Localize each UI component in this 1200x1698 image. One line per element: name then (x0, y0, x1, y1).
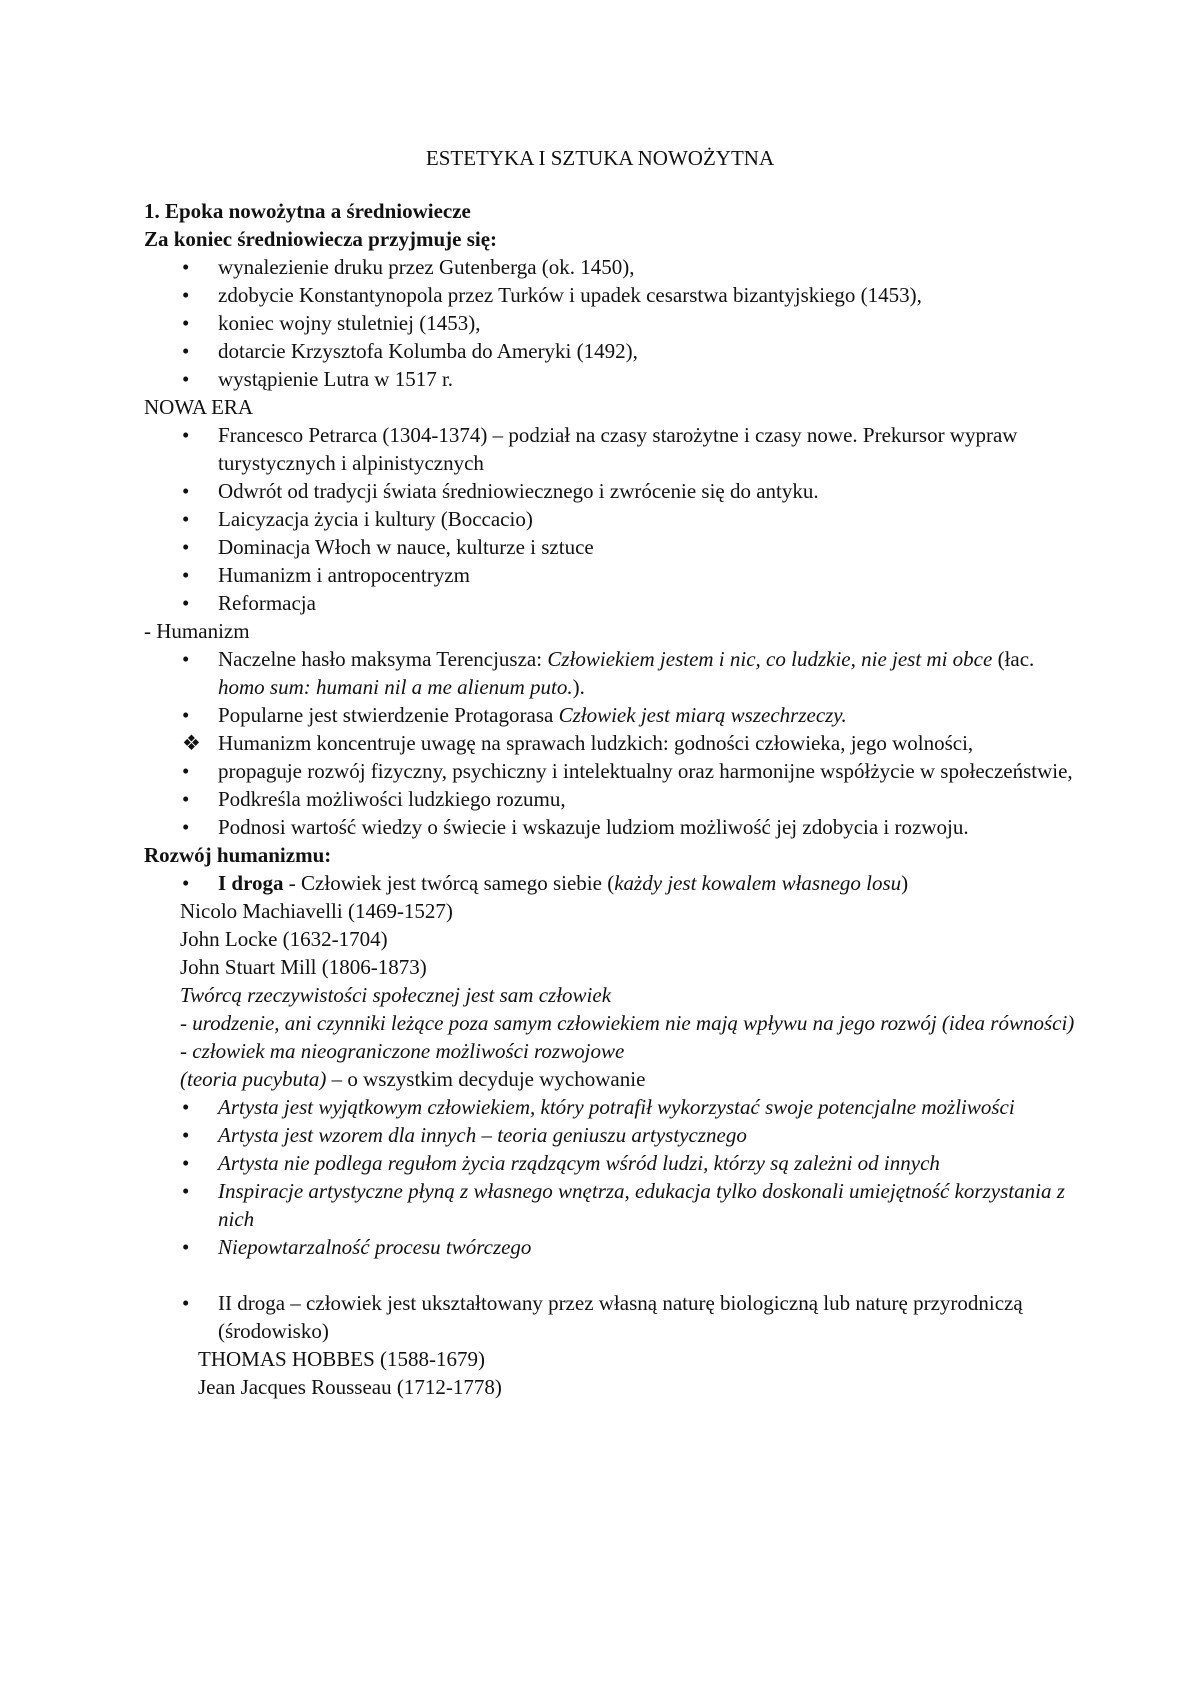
section-heading: 1. Epoka nowożytna a średniowiecze (144, 199, 471, 223)
list-item: • Podnosi wartość wiedzy o świecie i wskazuje ludziom możliwość jej zdobycia i rozwoju. (182, 815, 969, 839)
list-item: • Niepowtarzalność procesu twórczego (182, 1235, 532, 1259)
bullet-icon: • (182, 759, 190, 783)
list-item: • Odwrót od tradycji świata średniowiecznego i zwrócenie się do antyku. (182, 479, 819, 503)
droga-2-list (144, 1289, 1079, 1345)
document-title: ESTETYKA I SZTUKA NOWOŻYTNA (425, 146, 775, 170)
italic-note: Twórcą rzeczywistości społecznej jest sam człowiek (180, 983, 612, 1007)
list-item: • koniec wojny stuletniej (1453), (182, 311, 481, 335)
section-subheading: Za koniec średniowiecza przyjmuje się: (144, 227, 498, 251)
person-name: John Stuart Mill (1806-1873) (180, 955, 427, 979)
end-of-middle-ages-list (144, 253, 1079, 393)
list-item: • Naczelne hasło maksyma Terencjusza: Człowiekiem jestem i nic, co ludzkie, nie jest mi obce (łac. homo sum: humani nil a me alienum puto.). (182, 647, 1035, 699)
list-item: • dotarcie Krzysztofa Kolumba do Ameryki (1492), (182, 339, 638, 363)
bullet-icon: • (182, 703, 190, 727)
list-item: • Artysta nie podlega regułom życia rządzącym wśród ludzi, którzy są zależni od innych (182, 1151, 940, 1175)
list-item: • zdobycie Konstantynopola przez Turków i upadek cesarstwa bizantyjskiego (1453), (182, 283, 922, 307)
bullet-icon: • (182, 1095, 190, 1119)
list-item: ❖ Humanizm koncentruje uwagę na sprawach ludzkich: godności człowieka, jego wolności, (182, 731, 974, 755)
list-item: • Reformacja (182, 591, 316, 615)
nowa-era-list (144, 421, 1079, 617)
bullet-icon: • (182, 1291, 190, 1315)
bullet-icon: • (182, 339, 190, 363)
document-body (144, 197, 1079, 1401)
person-name: Nicolo Machiavelli (1469-1527) (180, 899, 453, 923)
list-item: • wynalezienie druku przez Gutenberga (ok. 1450), (182, 255, 635, 279)
list-item: • Popularne jest stwierdzenie Protagorasa Człowiek jest miarą wszechrzeczy. (182, 703, 847, 727)
bullet-icon: • (182, 1179, 190, 1203)
mixed-note: (teoria pucybuta) – o wszystkim decyduje wychowanie (180, 1067, 646, 1091)
bullet-icon: • (182, 283, 190, 307)
list-item: • Francesco Petrarca (1304-1374) – podział na czasy starożytne i czasy nowe. Prekursor wypraw turystycznych i alpinistycznych (182, 423, 1018, 475)
artist-list (144, 1093, 1079, 1261)
bullet-icon: • (182, 787, 190, 811)
list-item: • Inspiracje artystyczne płyną z własnego wnętrza, edukacja tylko doskonali umiejętność korzystania z nich (182, 1179, 1065, 1231)
bullet-icon: • (182, 815, 190, 839)
rozwoj-heading: Rozwój humanizmu: (144, 843, 332, 867)
spacer (144, 1261, 1079, 1289)
list-item: • propaguje rozwój fizyczny, psychiczny i intelektualny oraz harmonijne współżycie w społeczeństwie, (182, 759, 1073, 783)
list-item: • Laicyzacja życia i kultury (Boccacio) (182, 507, 533, 531)
bullet-icon: • (182, 311, 190, 335)
list-item: • II droga – człowiek jest ukształtowany przez własną naturę biologiczną lub naturę przyrodniczą (środowisko) (182, 1291, 1023, 1343)
person-name: Jean Jacques Rousseau (1712-1778) (198, 1375, 502, 1399)
humanizm-heading: - Humanizm (144, 619, 250, 643)
bullet-icon: • (182, 563, 190, 587)
bullet-icon: • (182, 479, 190, 503)
bullet-icon: • (182, 591, 190, 615)
list-item: • Artysta jest wzorem dla innych – teoria geniuszu artystycznego (182, 1123, 747, 1147)
list-item: • I droga - Człowiek jest twórcą samego siebie (każdy jest kowalem własnego losu) (182, 871, 909, 895)
list-item: • Podkreśla możliwości ludzkiego rozumu, (182, 787, 566, 811)
humanizm-list (144, 645, 1079, 841)
italic-note: - człowiek ma nieograniczone możliwości rozwojowe (180, 1039, 625, 1063)
person-name: THOMAS HOBBES (1588-1679) (198, 1347, 486, 1371)
bullet-icon: • (182, 1123, 190, 1147)
bullet-icon: • (182, 871, 190, 895)
list-item: • Dominacja Włoch w nauce, kulturze i sztuce (182, 535, 594, 559)
list-item: • Humanizm i antropocentryzm (182, 563, 470, 587)
bullet-icon: • (182, 1235, 190, 1259)
list-item: • wystąpienie Lutra w 1517 r. (182, 367, 454, 391)
nowa-era-heading: NOWA ERA (144, 395, 254, 419)
person-name: John Locke (1632-1704) (180, 927, 388, 951)
bullet-icon: • (182, 423, 190, 447)
italic-note: - urodzenie, ani czynniki leżące poza samym człowiekiem nie mają wpływu na jego rozwój (idea równości) (180, 1011, 1075, 1035)
list-item: • Artysta jest wyjątkowym człowiekiem, który potrafił wykorzystać swoje potencjalne możliwości (182, 1095, 1015, 1119)
droga-1-list (144, 869, 1079, 897)
bullet-icon: • (182, 647, 190, 671)
bullet-icon: • (182, 367, 190, 391)
bullet-icon: • (182, 255, 190, 279)
diamond-bullet-icon: ❖ (182, 731, 201, 755)
bullet-icon: • (182, 507, 190, 531)
bullet-icon: • (182, 1151, 190, 1175)
bullet-icon: • (182, 535, 190, 559)
